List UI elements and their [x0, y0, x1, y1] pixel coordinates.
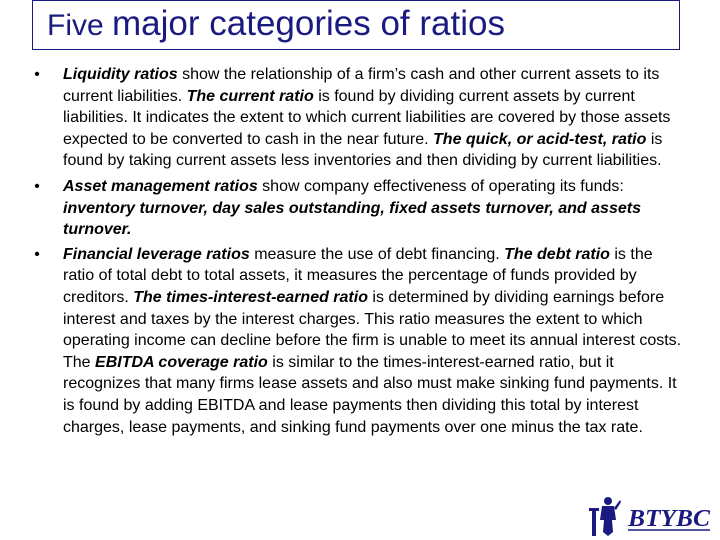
span: The quick, or acid-test, ratio	[433, 130, 647, 148]
figure-icon	[589, 497, 621, 536]
bullet-marker: •	[34, 177, 40, 195]
span: show company effectiveness of operating its funds:	[257, 177, 624, 195]
slide-title	[47, 5, 505, 45]
span: Asset management ratios	[63, 177, 258, 195]
span: is similar to the times-interest-earned ratio, but it recognizes that many firms lease assets and also must make sinking fund payments. It is found by adding EBITDA and lease payments then dividing this total by interest charges, lease payments, and sinking fund payments over one minus the tax rate.	[63, 353, 677, 436]
span: is the ratio of total debt to total assets, it measures the percentage of funds provided by creditors.	[63, 245, 653, 306]
span: The debt ratio	[504, 245, 610, 263]
title-box	[32, 0, 680, 50]
span: EBITDA coverage ratio	[95, 353, 268, 371]
bullet-financial-leverage	[30, 244, 682, 438]
bullet-liquidity	[30, 64, 682, 172]
logo-wordmark: BTYBC	[626, 506, 712, 532]
title-part-1: Five	[47, 9, 113, 42]
bullet-asset-management	[30, 176, 682, 241]
span: The times-interest-earned ratio	[133, 288, 368, 306]
span: Financial leverage ratios	[63, 245, 250, 263]
title-part-2: major categories of ratios	[112, 4, 505, 43]
span: is found by dividing current assets by current liabilities. It indicates the extent to which current liabilities are covered by those assets expected to be converted to cash in the near future.	[63, 87, 671, 148]
span: The current ratio	[186, 87, 314, 105]
span: is found by taking current assets less inventories and then dividing by current liabilities.	[63, 130, 663, 170]
bullet-list	[30, 64, 682, 438]
span: inventory turnover, day sales outstanding, fixed assets turnover, and assets turnover.	[63, 199, 641, 239]
logo	[586, 492, 714, 538]
bullet-marker: •	[34, 245, 40, 263]
bullet-marker: •	[34, 66, 40, 83]
span: Liquidity ratios	[63, 66, 178, 83]
span: is determined by dividing earnings before interest and taxes by the interest charges. This ratio measures the extent to which operating income can decline before the firm is unable to meet its annual interest costs. The	[63, 288, 682, 371]
span: measure the use of debt financing.	[249, 245, 505, 263]
span: show the relationship of a firm’s cash and other current assets to its current liabilities.	[63, 66, 660, 105]
